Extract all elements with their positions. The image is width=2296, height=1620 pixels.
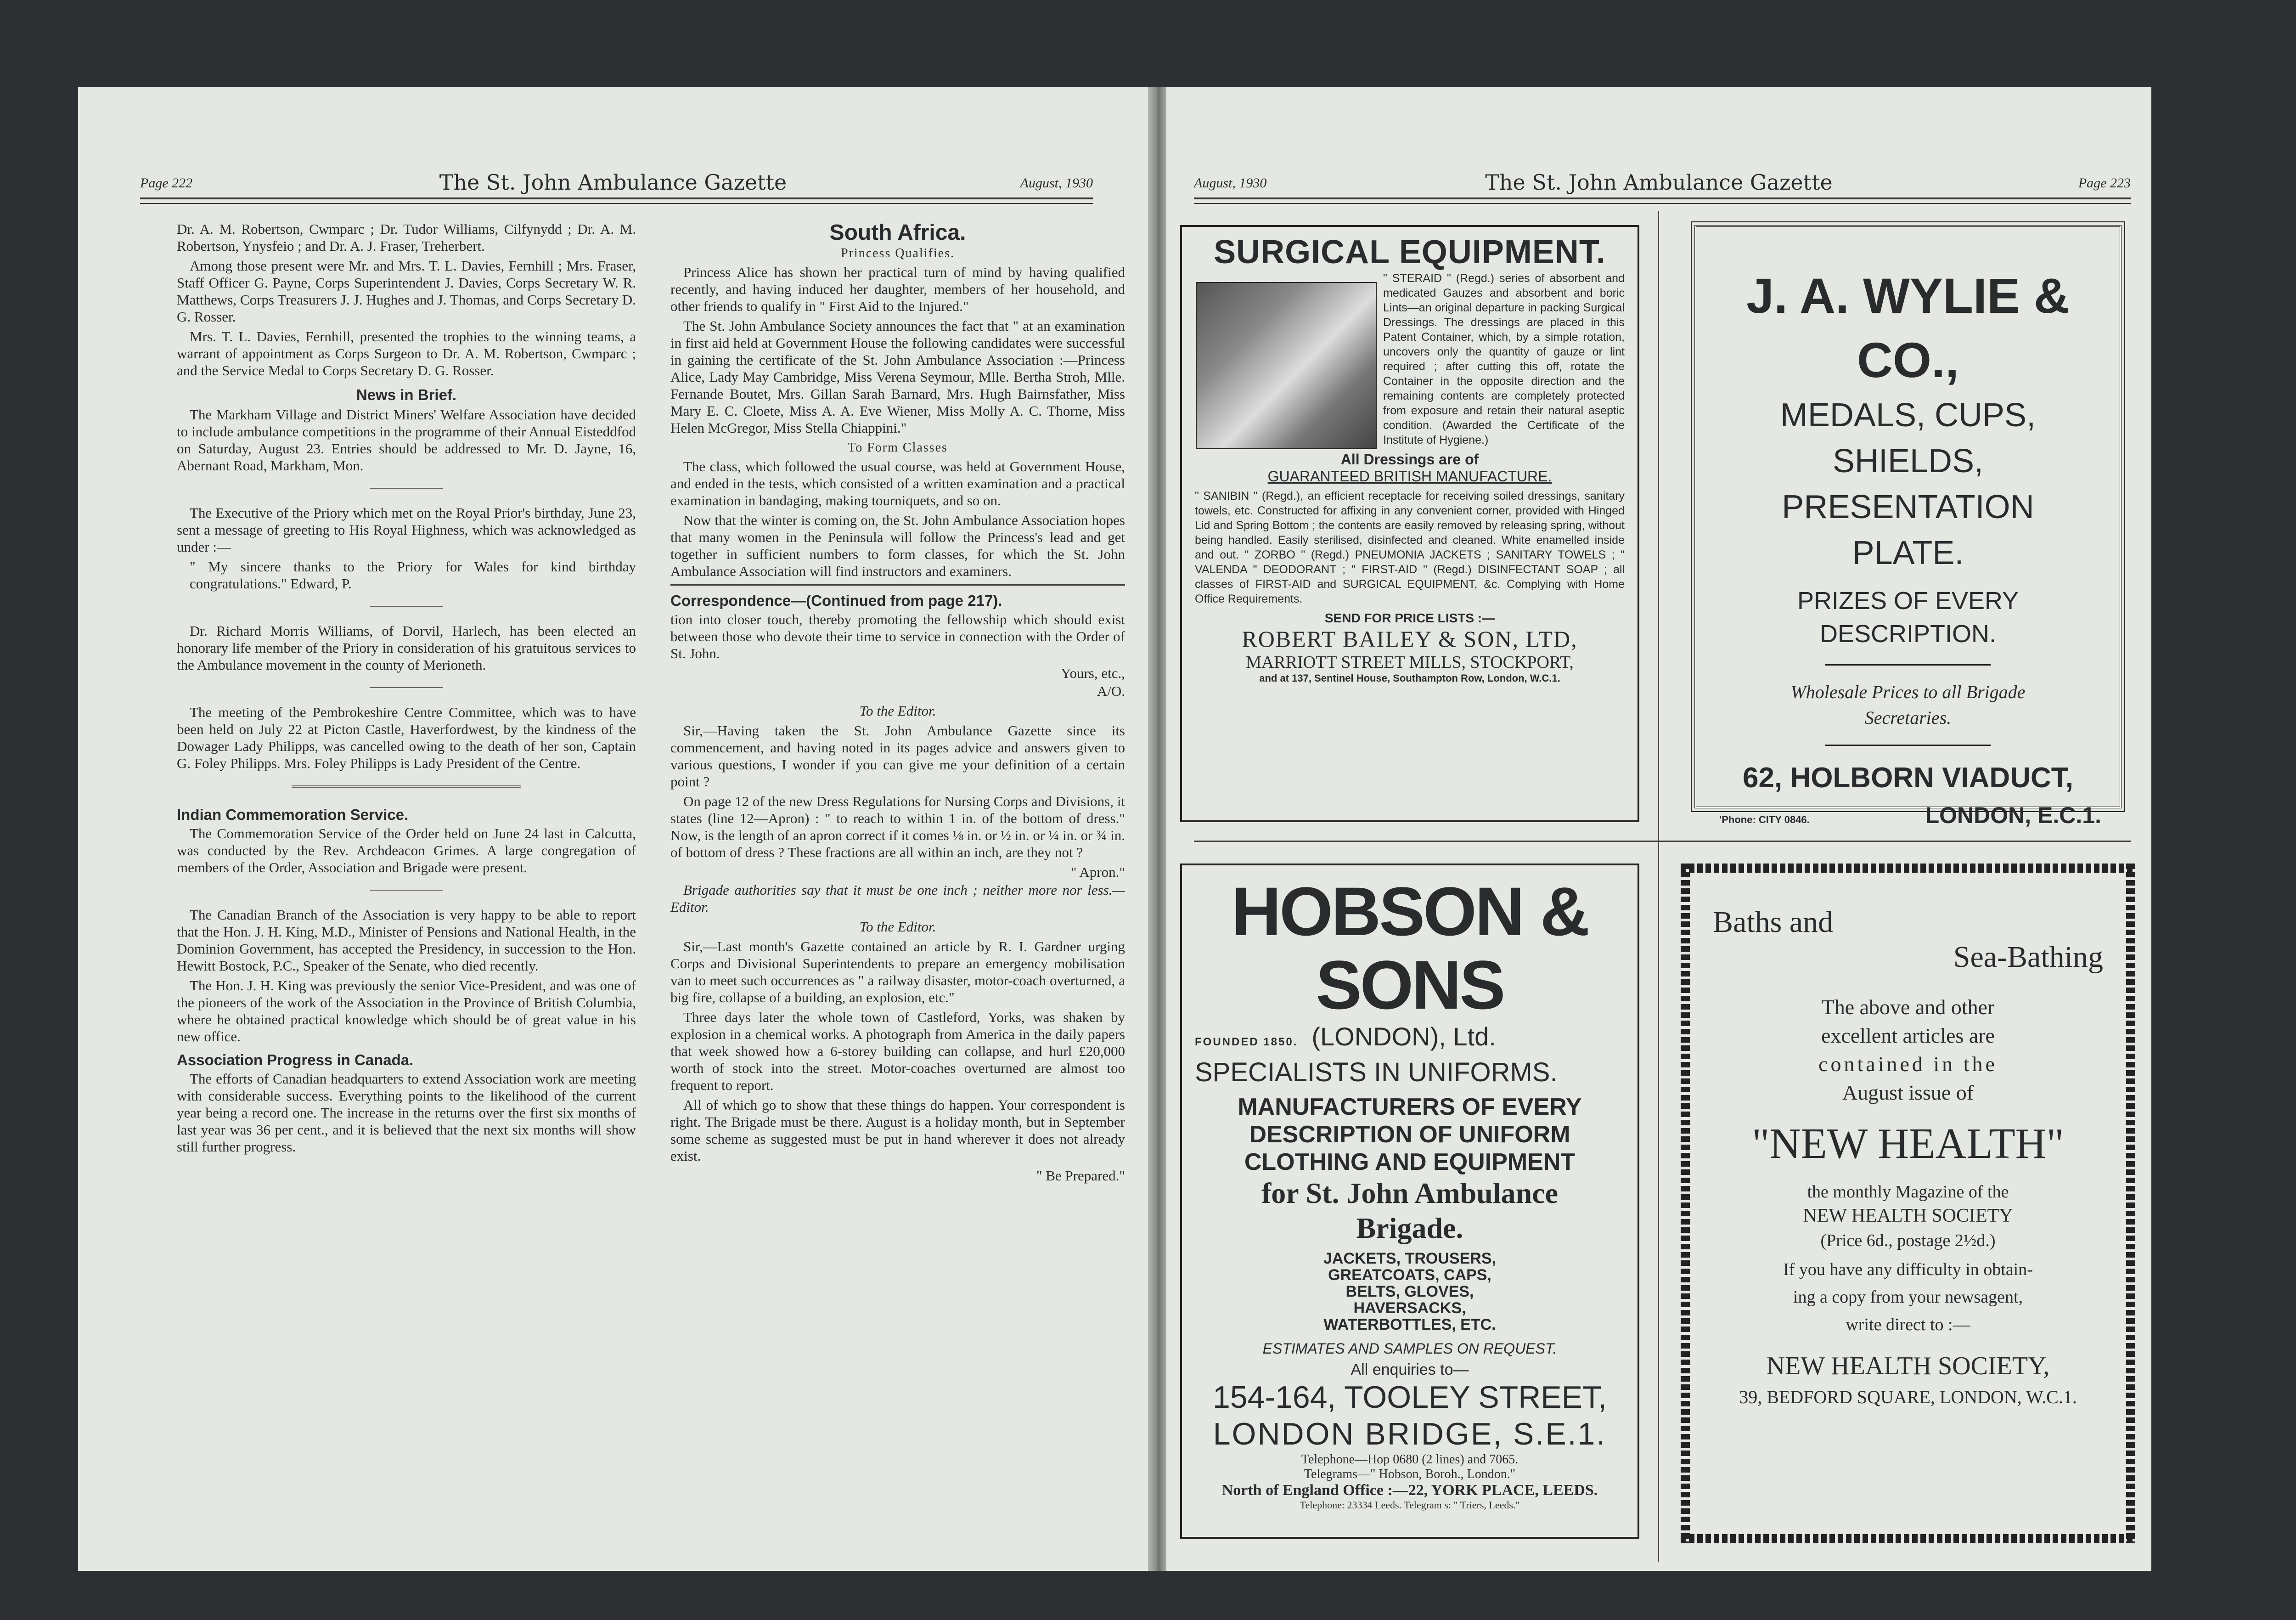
signature: Yours, etc.,	[1061, 665, 1125, 681]
advert-text: ESTIMATES AND SAMPLES ON REQUEST.	[1262, 1340, 1557, 1357]
signature: " Apron."	[1070, 864, 1125, 880]
advert-text: (Price 6d., postage 2½d.)	[1820, 1231, 1996, 1250]
advert-address: and at 137, Sentinel House, Southampton Row, London, W.C.1.	[1259, 672, 1560, 684]
advert-address: LONDON BRIDGE, S.E.1.	[1213, 1417, 1607, 1451]
paragraph: The meeting of the Pembrokeshire Centre Committee, which was to have been held on July 22 at Picton Castle, Haverfordwest, by the kindness of the Dowager Lady Philipps, was cancelled owing to the death of her son, Captain G. Foley Philipps. Mrs. Foley Philipps is Lady President of the Centre.	[177, 704, 636, 771]
advert-text: The above and other	[1821, 995, 1995, 1019]
advert-surgical-equipment	[1180, 225, 1639, 822]
advert-text: Baths and	[1713, 905, 1834, 939]
advert-text: for St. John Ambulance	[1261, 1177, 1559, 1209]
paragraph: The St. John Ambulance Society announces the fact that " at an examination in first aid held at Government House the following candidates were successful in gaining the certificate of the St. John Ambulance Association :—Princess Alice, Lady May Cambridge, Miss Verena Seymour, Mlle. Bertha Stroh, Mlle. Fernande Boutet, Mrs. Gillan Sarah Barnard, Mrs. Hugh Bairnsfather, Miss Mary E. C. Cloete, Miss A. A. Eve Wiener, Miss Molly A. C. Thorne, Miss Helen McGregor, Miss Stella Chiappini."	[670, 318, 1125, 436]
advert-title: "NEW HEALTH"	[1752, 1120, 2064, 1168]
paragraph: Sir,—Last month's Gazette contained an article by R. I. Gardner urging Corps and Divisional Superintendents to prepare an emergency mobilisation van to meet such occurrences as " a railway disaster, motor-coach overturned, a big fire, collapse of a building, an explosion, etc."	[670, 938, 1125, 1005]
header-rule	[1194, 198, 2131, 204]
page-number: Page 223	[2078, 175, 2131, 191]
paragraph: The Canadian Branch of the Association is very happy to be able to report that the Hon. J. H. King, M.D., Minister of Pensions and National Health, in the Dominion Government, has accepted the Presidency, in succession to the Hon. Hewitt Bostock, P.C., Speaker of the Senate, who died recently.	[177, 907, 636, 974]
paragraph: Princess Alice has shown her practical turn of mind by having qualified recently, and having induced her daughter, members of her household, and other friends to qualify in " First Aid to the Injured."	[670, 264, 1125, 314]
advert-new-health	[1681, 864, 2135, 1543]
advert-text: contained in the	[1818, 1052, 1998, 1076]
advert-text: SEND FOR PRICE LISTS :—	[1324, 611, 1495, 625]
divider	[1825, 664, 1991, 666]
divider	[370, 488, 443, 489]
paragraph: The Executive of the Priory which met on the Royal Prior's birthday, June 23, sent a message of greeting to His Royal Highness, which was acknowledged as under :—	[177, 505, 636, 555]
signature: A/O.	[1097, 683, 1125, 699]
subheading: To the Editor.	[859, 703, 936, 719]
advert-text: JACKETS, TROUSERS, GREATCOATS, CAPS, BELTS, GLOVES, HAVERSACKS, WATERBOTTLES, ETC.	[1323, 1250, 1496, 1333]
signature: " Be Prepared."	[1036, 1168, 1125, 1184]
advert-text: " SANIBIN " (Regd.), an efficient receptacle for receiving soiled dressings, sanitary towels, etc. Constructed for affixing in any convenient corner, provided with Hinged Lid and Spring Bottom ; the contents are easily removed by releasing spring, without being handled. Easily sterilised, disinfected and cleaned. White enamelled inside and out. " ZORBO " (Regd.) PNEUMONIA JACKETS ; SANITARY TOWELS ; " VALENDA " DEODORANT ; " FIRST-AID " (Regd.) DISINFECTANT SOAP ; all classes of FIRST-AID and SURGICAL EQUIPMENT, &c. Complying with Home Office Requirements.	[1195, 490, 1625, 605]
paragraph: Three days later the whole town of Castleford, Yorks, was shaken by explosion in a chemical works. A photograph from America in the daily papers that week showed how a 6-storey building can collapse, and hurl £20,000 worth of stock into the street. Motor-coaches overturned are almost too frequent to report.	[670, 1009, 1125, 1093]
paragraph: Dr. A. M. Robertson, Cwmparc ; Dr. Tudor Williams, Cilfynydd ; Dr. A. M. Robertson, Ynysfeio ; and Dr. A. J. Fraser, Treherbert.	[177, 221, 636, 254]
page-header	[1166, 170, 2151, 198]
advert-phone: 'Phone: CITY 0846.	[1719, 814, 1810, 825]
issue-date: August, 1930	[1020, 175, 1093, 191]
advert-text: DESCRIPTION OF UNIFORM	[1249, 1121, 1570, 1148]
paragraph: Now that the winter is coming on, the St. John Ambulance Association hopes that many women in the Peninsula will follow the Princess's lead and get together in sufficient numbers to form classes, for which the St. John Ambulance Association will find instructors and examiners.	[670, 512, 1125, 579]
subheading: To the Editor.	[859, 919, 936, 935]
paragraph: The efforts of Canadian headquarters to extend Association work are meeting with considerable success. Everything points to the likelihood of the current year being a record one. The increase in the returns over the first six months of last year was 36 per cent., and it is believed that the next six months will show still further progress.	[177, 1071, 636, 1155]
advert-company: ROBERT BAILEY & SON, LTD,	[1242, 626, 1578, 652]
advert-address: MARRIOTT STREET MILLS, STOCKPORT,	[1246, 653, 1574, 672]
section-heading: Correspondence—(Continued from page 217).	[670, 592, 1002, 609]
decorative-border	[1681, 1534, 2135, 1543]
paragraph: tion into closer touch, thereby promoting the fellowship which should exist between those who devote their time to service in connection with the Order of St. John.	[670, 611, 1125, 661]
advert-text: PRIZES OF EVERY	[1797, 587, 2019, 615]
subheading: Princess Qualifies.	[841, 246, 955, 260]
right-page	[1166, 87, 2151, 1571]
advert-text: MANUFACTURERS OF EVERY	[1238, 1094, 1582, 1120]
advert-text: If you have any difficulty in obtain-	[1783, 1260, 2033, 1279]
paragraph: The Markham Village and District Miners' Welfare Association have decided to include ambulance competitions in the programme of their Annual Eisteddfod on Saturday, August 23. Entries should be addressed to Mr. D. Jayne, 16, Abernant Road, Markham, Mon.	[177, 406, 636, 474]
advert-text: Sea-Bathing	[1953, 940, 2103, 974]
advert-hobson	[1180, 864, 1639, 1539]
advert-phone: Telegrams—" Hobson, Boroh., London."	[1304, 1467, 1516, 1481]
column-rule	[1658, 211, 1659, 1562]
divider	[670, 584, 1125, 586]
advert-address: 154-164, TOOLEY STREET,	[1212, 1380, 1607, 1415]
header-rule	[140, 198, 1093, 204]
page-header	[78, 170, 1148, 198]
paragraph: Dr. Richard Morris Williams, of Dorvil, Harlech, has been elected an honorary life member of the Priory in consideration of his gratuitous services to the Ambulance movement in the county of Merioneth.	[177, 623, 636, 673]
section-heading: Association Progress in Canada.	[177, 1051, 414, 1068]
advert-text: GUARANTEED BRITISH MANUFACTURE.	[1267, 468, 1552, 485]
advert-text: Brigade.	[1356, 1212, 1463, 1244]
paragraph: The Commemoration Service of the Order held on June 24 last in Calcutta, was conducted by the Rev. Archdeacon Grimes. A large congregation of members of the Order, Association and Brigade were present.	[177, 825, 636, 875]
advert-title: J. A. WYLIE & CO.,	[1746, 268, 2070, 388]
paragraph: Among those present were Mr. and Mrs. T. L. Davies, Fernhill ; Mrs. Fraser, Staff Officer G. Payne, Corps Superintendent J. Davies, Corps Secretary W. R. Matthews, Corps Treasurers J. J. Hughes and J. Thomas, and Corps Secretary D. G. Rosser.	[177, 258, 636, 325]
column-left	[177, 220, 636, 1158]
decorative-border	[1681, 864, 1690, 1543]
advert-text: SPECIALISTS IN UNIFORMS.	[1195, 1057, 1558, 1087]
column-right	[670, 220, 1125, 1185]
advert-text: SHIELDS,	[1832, 443, 1984, 480]
advert-address: North of England Office :—22, YORK PLACE, LEEDS.	[1221, 1482, 1598, 1499]
advert-text: the monthly Magazine of the	[1807, 1182, 2009, 1202]
advert-wylie	[1694, 225, 2122, 828]
advert-title: HOBSON & SONS	[1231, 873, 1588, 1023]
advert-phone: Telephone: 23334 Leeds. Telegram s: " Triers, Leeds."	[1300, 1499, 1520, 1511]
advert-text: Secretaries.	[1864, 707, 1952, 728]
paragraph: The class, which followed the usual course, was held at Government House, and ended in the tests, which consisted of a written examination and a practical examination in bandaging, making tourniquets, and so on.	[670, 458, 1125, 508]
advert-text: excellent articles are	[1821, 1024, 1995, 1047]
divider	[370, 606, 443, 607]
advert-text: (LONDON), Ltd.	[1311, 1022, 1496, 1051]
advert-address: LONDON, E.C.1.	[1925, 802, 2101, 828]
container-photo	[1196, 282, 1377, 449]
divider	[292, 785, 521, 788]
advert-text: Wholesale Prices to all Brigade	[1790, 682, 2026, 702]
section-heading: News in Brief.	[356, 386, 457, 403]
gazette-title: The St. John Ambulance Gazette	[439, 170, 787, 195]
advert-text: CLOTHING AND EQUIPMENT	[1244, 1149, 1576, 1175]
paragraph: The Hon. J. H. King was previously the senior Vice-President, and was one of the pioneers of the work of the Association in the Province of British Columbia, where he obtained practical knowledge which should be of great value in his new office.	[177, 977, 636, 1044]
advert-address: 39, BEDFORD SQUARE, LONDON, W.C.1.	[1739, 1387, 2077, 1407]
advert-text: DESCRIPTION.	[1819, 620, 1997, 648]
quote: " My sincere thanks to the Priory for Wales for kind birthday congratulations." Edward, P.	[190, 559, 636, 592]
advert-text: NEW HEALTH SOCIETY	[1803, 1205, 2013, 1226]
advert-text: All Dressings are of	[1340, 451, 1479, 468]
advert-text: ing a copy from your newsagent,	[1793, 1287, 2023, 1307]
advert-text: write direct to :—	[1846, 1315, 1970, 1334]
advert-text: All enquiries to—	[1351, 1361, 1469, 1378]
advert-text: MEDALS, CUPS,	[1780, 397, 2036, 434]
row-rule	[1194, 841, 2131, 842]
paragraph: Sir,—Having taken the St. John Ambulance Gazette since its commencement, and having noted in its pages advice and answers given to various questions, I wonder if you can give me your definition of a certain point ?	[670, 723, 1125, 790]
subheading: To Form Classes	[848, 440, 948, 455]
paragraph: All of which go to show that these things do happen. Your correspondent is right. The Brigade must be there. August is a holiday month, but in September some scheme as suggested must be put in hand wherever it does not already exist.	[670, 1097, 1125, 1164]
gazette-title: The St. John Ambulance Gazette	[1485, 170, 1833, 195]
section-heading: Indian Commemoration Service.	[177, 806, 409, 823]
advert-phone: Telephone—Hop 0680 (2 lines) and 7065.	[1301, 1452, 1519, 1467]
paragraph: On page 12 of the new Dress Regulations for Nursing Corps and Divisions, it states (line 12—Apron) : " to reach to within 1 in. of the bottom of dress." Now, is the length of an apron correct if it comes ⅛ in. or ½ in. or ¼ in. or ¾ in. of bottom of dress ? These fractions are all within an inch, are they not ?	[670, 793, 1125, 860]
advert-text: FOUNDED 1850.	[1195, 1036, 1298, 1048]
advert-text: August issue of	[1842, 1081, 1974, 1104]
left-page	[78, 87, 1148, 1571]
paragraph: Brigade authorities say that it must be one inch ; neither more nor less.—Editor.	[670, 882, 1125, 915]
section-heading: South Africa.	[829, 220, 966, 245]
page-number: Page 222	[140, 175, 193, 191]
advert-text: " STERAID " (Regd.) series of absorbent and medicated Gauzes and absorbent and boric Lints—an original departure in packing Surgical Dressings. The dressings are placed in this Patent Container, which, by a simple rotation, uncovers only the quantity of gauze or lint required ; after cutting this off, rotate the Container in the opposite direction and the remaining contents are completely protected from exposure and retain their natural aseptic condition. (Awarded the Certificate of the Institute of Hygiene.)	[1383, 272, 1625, 446]
divider	[370, 890, 443, 891]
advert-text: PRESENTATION	[1782, 489, 2034, 525]
issue-date: August, 1930	[1194, 175, 1267, 191]
advert-address: 62, HOLBORN VIADUCT,	[1743, 762, 2073, 794]
decorative-border	[2126, 864, 2135, 1543]
advert-address: NEW HEALTH SOCIETY,	[1766, 1352, 2050, 1380]
decorative-border	[1681, 864, 2135, 873]
paragraph: Mrs. T. L. Davies, Fernhill, presented the trophies to the winning teams, a warrant of appointment as Corps Surgeon to Dr. A. M. Robertson, Cwmparc ; and the Service Medal to Corps Secretary D. G. Rosser.	[177, 328, 636, 378]
advert-text: PLATE.	[1852, 535, 1964, 571]
advert-title: SURGICAL EQUIPMENT.	[1214, 234, 1606, 271]
divider	[1825, 745, 1991, 746]
divider	[370, 687, 443, 688]
